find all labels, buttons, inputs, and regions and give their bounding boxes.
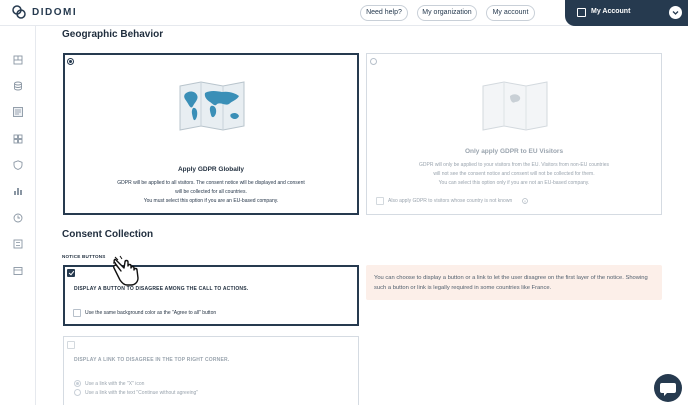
- hand-cursor-icon: [112, 254, 152, 288]
- link-x-icon-radio[interactable]: [74, 380, 81, 387]
- analytics-icon[interactable]: [13, 186, 23, 196]
- europe-map-icon: [480, 80, 550, 132]
- world-map-icon: [177, 80, 247, 132]
- clock-icon[interactable]: [13, 213, 23, 223]
- notice-icon[interactable]: [13, 107, 23, 117]
- shield-icon[interactable]: [13, 160, 23, 170]
- apply-globally-desc-2: will be collected for all countries.: [175, 189, 247, 195]
- disagree-link-option[interactable]: [63, 336, 359, 405]
- chat-button[interactable]: [654, 374, 682, 402]
- disagree-button-checkbox[interactable]: [67, 269, 75, 277]
- notice-buttons-info-text: You can choose to display a button or a link to let the user disagree on the first layer of the notice. Showing such a button or link is legally required in some countries like France.: [374, 275, 648, 291]
- account-menu-label: My Account: [591, 8, 631, 15]
- unknown-country-checkbox[interactable]: [376, 197, 384, 205]
- info-icon[interactable]: [522, 198, 528, 204]
- notice-buttons-label: NOTICE BUTTONS: [62, 254, 106, 259]
- need-help-button[interactable]: Need help?: [360, 5, 408, 21]
- unknown-country-label: Also apply GDPR to visitors whose country is not known: [388, 198, 513, 204]
- link-text-label: Use a link with the text "Continue without agreeing": [85, 390, 199, 396]
- chevron-down-icon[interactable]: [669, 6, 682, 19]
- apply-globally-desc-1: GDPR will be applied to all visitors. The consent notice will be displayed and consent: [117, 180, 305, 186]
- disagree-link-title: DISPLAY A LINK TO DISAGREE IN THE TOP RIGHT CORNER.: [74, 357, 230, 363]
- notice-buttons-info: [366, 265, 662, 300]
- same-background-checkbox[interactable]: [73, 309, 81, 317]
- consent-collection-heading: Consent Collection: [62, 229, 154, 240]
- apply-gdpr-globally-card[interactable]: [63, 53, 359, 215]
- top-bar: [0, 0, 688, 26]
- apply-globally-desc-3: You must select this option if you are an EU-based company.: [143, 198, 279, 204]
- list-icon[interactable]: [13, 239, 23, 249]
- sidebar: [0, 26, 36, 405]
- apply-eu-desc-1: GDPR will only be applied to your visitors from the EU. Visitors from non-EU countries: [419, 162, 609, 168]
- geographic-behavior-heading: Geographic Behavior: [62, 29, 164, 40]
- components-icon[interactable]: [13, 134, 23, 144]
- apply-eu-desc-3: You can select this option only if you are not an EU-based company.: [438, 180, 590, 186]
- apply-globally-title: Apply GDPR Globally: [177, 166, 245, 173]
- chat-icon: [654, 374, 682, 402]
- database-icon[interactable]: [13, 81, 23, 91]
- store-icon[interactable]: [13, 266, 23, 276]
- account-menu[interactable]: [565, 0, 688, 26]
- dashboard-icon[interactable]: [13, 55, 23, 65]
- same-background-label: Use the same background color as the "Agree to all" button: [85, 310, 217, 316]
- link-text-radio[interactable]: [74, 389, 81, 396]
- link-x-icon-label: Use a link with the "X" icon: [85, 381, 145, 387]
- disagree-button-title: DISPLAY A BUTTON TO DISAGREE AMONG THE CALL TO ACTIONS.: [74, 286, 249, 292]
- user-icon: [577, 8, 586, 17]
- logo[interactable]: [12, 5, 77, 19]
- disagree-link-checkbox[interactable]: [67, 341, 75, 349]
- apply-globally-radio[interactable]: [67, 58, 74, 65]
- disagree-button-option[interactable]: [63, 265, 359, 326]
- apply-eu-radio[interactable]: [370, 58, 377, 65]
- apply-eu-title: Only apply GDPR to EU Visitors: [464, 148, 564, 155]
- my-account-button[interactable]: My account: [486, 5, 535, 21]
- apply-gdpr-eu-card[interactable]: [366, 53, 662, 215]
- my-organization-button[interactable]: My organization: [417, 5, 477, 21]
- brand-name: DIDOMI: [32, 6, 78, 18]
- apply-eu-desc-2: will not see the consent notice and consent will not be collected for them.: [433, 171, 595, 177]
- didomi-logo-icon: [12, 5, 26, 19]
